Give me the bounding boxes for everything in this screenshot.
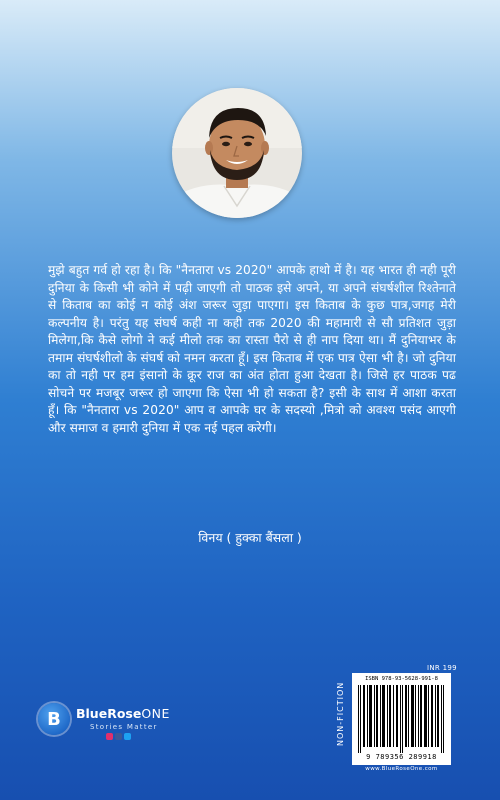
instagram-icon [106,733,113,740]
isbn-barcode [352,673,451,765]
barcode-bars [358,685,445,753]
author-signature: विनय ( हुक्का बैंसला ) [198,530,302,545]
back-cover-blurb: मुझे बहुत गर्व हो रहा है। कि "नैनतारा vs 2020" आपके हाथो में है। यह भारत ही नही पूरी दुनिया के किसी भी कोने में पढ़ी जाएगी तो पाठक इसे अपने, या अपने संघर्षशील रिश्तेनाते से किताब का कोई न कोई अंश जरूर जुड़ा पाएगा। इस किताब के कुछ पात्र,जगह मेरी कल्पनीय है। परंतु यह संघर्ष कही ना कही तक 2020 की महामारी से सौ प्रतिशत जुड़ा मिलेगा,कि कैसे लोगो ने कई मीलो तक का रास्ता पैरो से ही नाप दिया था। मैं दुनियाभर के तमाम संघर्षशीलो के संघर्ष को नमन करता हूँ। इस किताब में एक पात्र ऐसा भी है। जो दुनिया का तो नही पर हम इंसानो के क्रूर राज का अंत होता हुआ देखता है। जिसे हर पाठक पढ सोचने पर मजबूर जरूर हो जाएगा कि ऐसा भी हो सकता है? इसी के साथ में आशा करता हूँ। कि "नैनतारा vs 2020" आप व आपके घर के सदस्यो ,मित्रो को अवश्य पसंद आएगी और समाज व हमारी दुनिया में एक नई पहल करेगी। [48,263,456,435]
social-icons [106,733,131,740]
publisher-name-bold: BlueRose [76,706,142,721]
author-portrait-image [172,88,302,218]
publisher-logo [38,700,178,746]
author-photo [172,88,302,218]
isbn-label: ISBN 978-93-5628-991-8 [365,676,438,682]
genre-label: NON-FICTION [336,681,345,746]
facebook-icon [115,733,122,740]
publisher-logo-mark: B [38,703,70,735]
isbn-digits: 9 789356 289918 [366,753,437,761]
publisher-website: www.BlueRoseOne.com [365,766,438,772]
publisher-name-light: ONE [141,706,170,721]
publisher-name [76,706,170,721]
book-price: INR 199 [427,664,457,672]
publisher-tagline: Stories Matter [90,723,158,731]
twitter-icon [124,733,131,740]
